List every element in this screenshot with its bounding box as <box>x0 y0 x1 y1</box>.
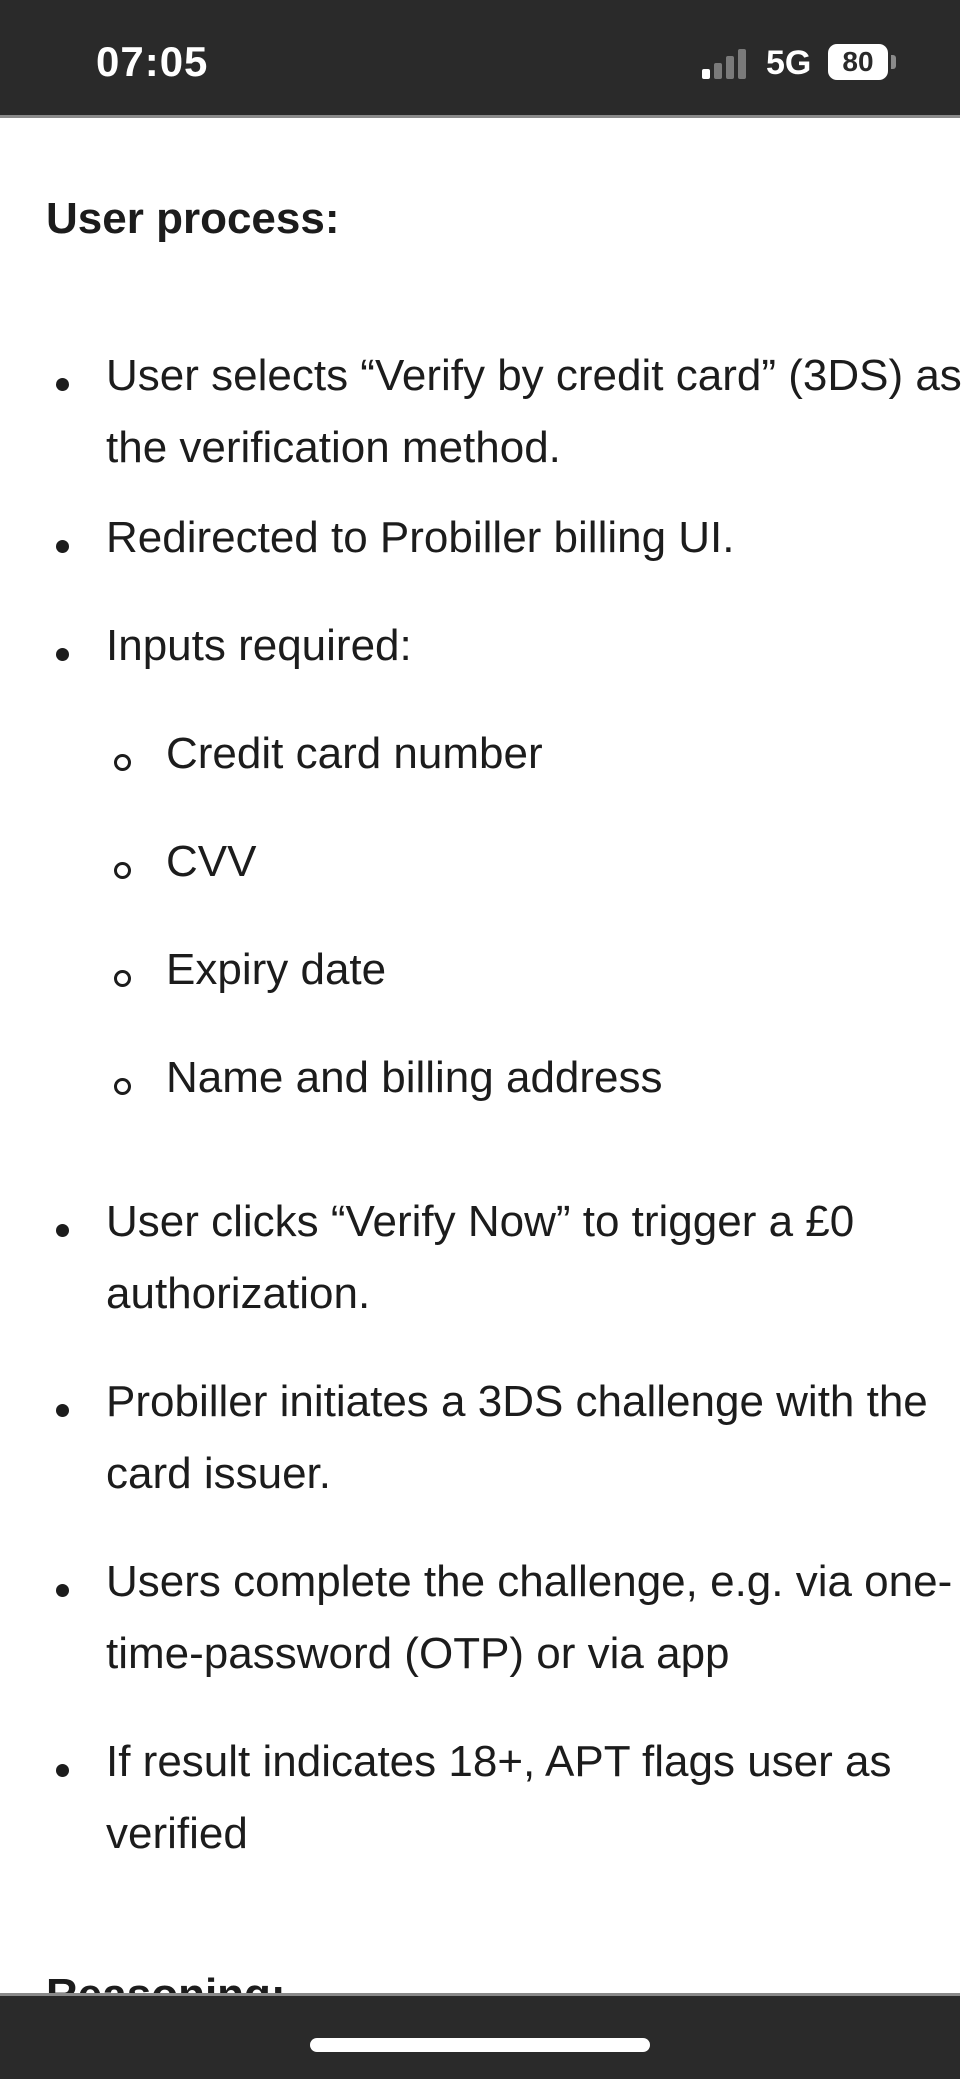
bullet-icon <box>56 1404 69 1417</box>
home-bar <box>0 1993 960 2079</box>
bullet-icon <box>56 648 69 661</box>
battery-icon <box>828 44 888 80</box>
sub-list-item-text: Name and billing address <box>166 1053 663 1102</box>
status-time: 07:05 <box>96 38 209 85</box>
list-item-text: Probiller initiates a 3DS challenge with the card issuer. <box>106 1377 928 1498</box>
hollow-bullet-icon <box>114 970 131 987</box>
sub-list-item-text: Credit card number <box>166 729 543 778</box>
hollow-bullet-icon <box>114 754 131 771</box>
document-content[interactable] <box>0 118 960 1993</box>
battery-level-label: 80 <box>842 46 874 77</box>
list-item-text: Inputs required: <box>106 621 412 670</box>
hollow-bullet-icon <box>114 862 131 879</box>
network-type-label: 5G <box>766 44 812 82</box>
bullet-icon <box>56 1224 69 1237</box>
section-heading: User process: <box>46 194 340 243</box>
bullet-icon <box>56 1764 69 1777</box>
hollow-bullet-icon <box>114 1078 131 1095</box>
battery-tip <box>891 55 896 69</box>
bullet-icon <box>56 540 69 553</box>
cellular-signal-icon <box>702 47 752 79</box>
status-bar <box>0 0 960 118</box>
sub-list-item-text: CVV <box>166 837 257 886</box>
list-item-text: User clicks “Verify Now” to trigger a £0 authorization. <box>106 1197 855 1318</box>
home-indicator[interactable] <box>310 2038 650 2052</box>
list-item-text: If result indicates 18+, APT flags user as verified <box>106 1737 892 1858</box>
sub-list-item-text: Expiry date <box>166 945 387 994</box>
list-item-text: Users complete the challenge, e.g. via one-time-password (OTP) or via app <box>106 1557 953 1678</box>
bullet-icon <box>56 1584 69 1597</box>
list-item-text: User selects “Verify by credit card” (3DS) as the verification method. <box>106 351 962 472</box>
list-item-text: Redirected to Probiller billing UI. <box>106 513 735 562</box>
bullet-icon <box>56 378 69 391</box>
